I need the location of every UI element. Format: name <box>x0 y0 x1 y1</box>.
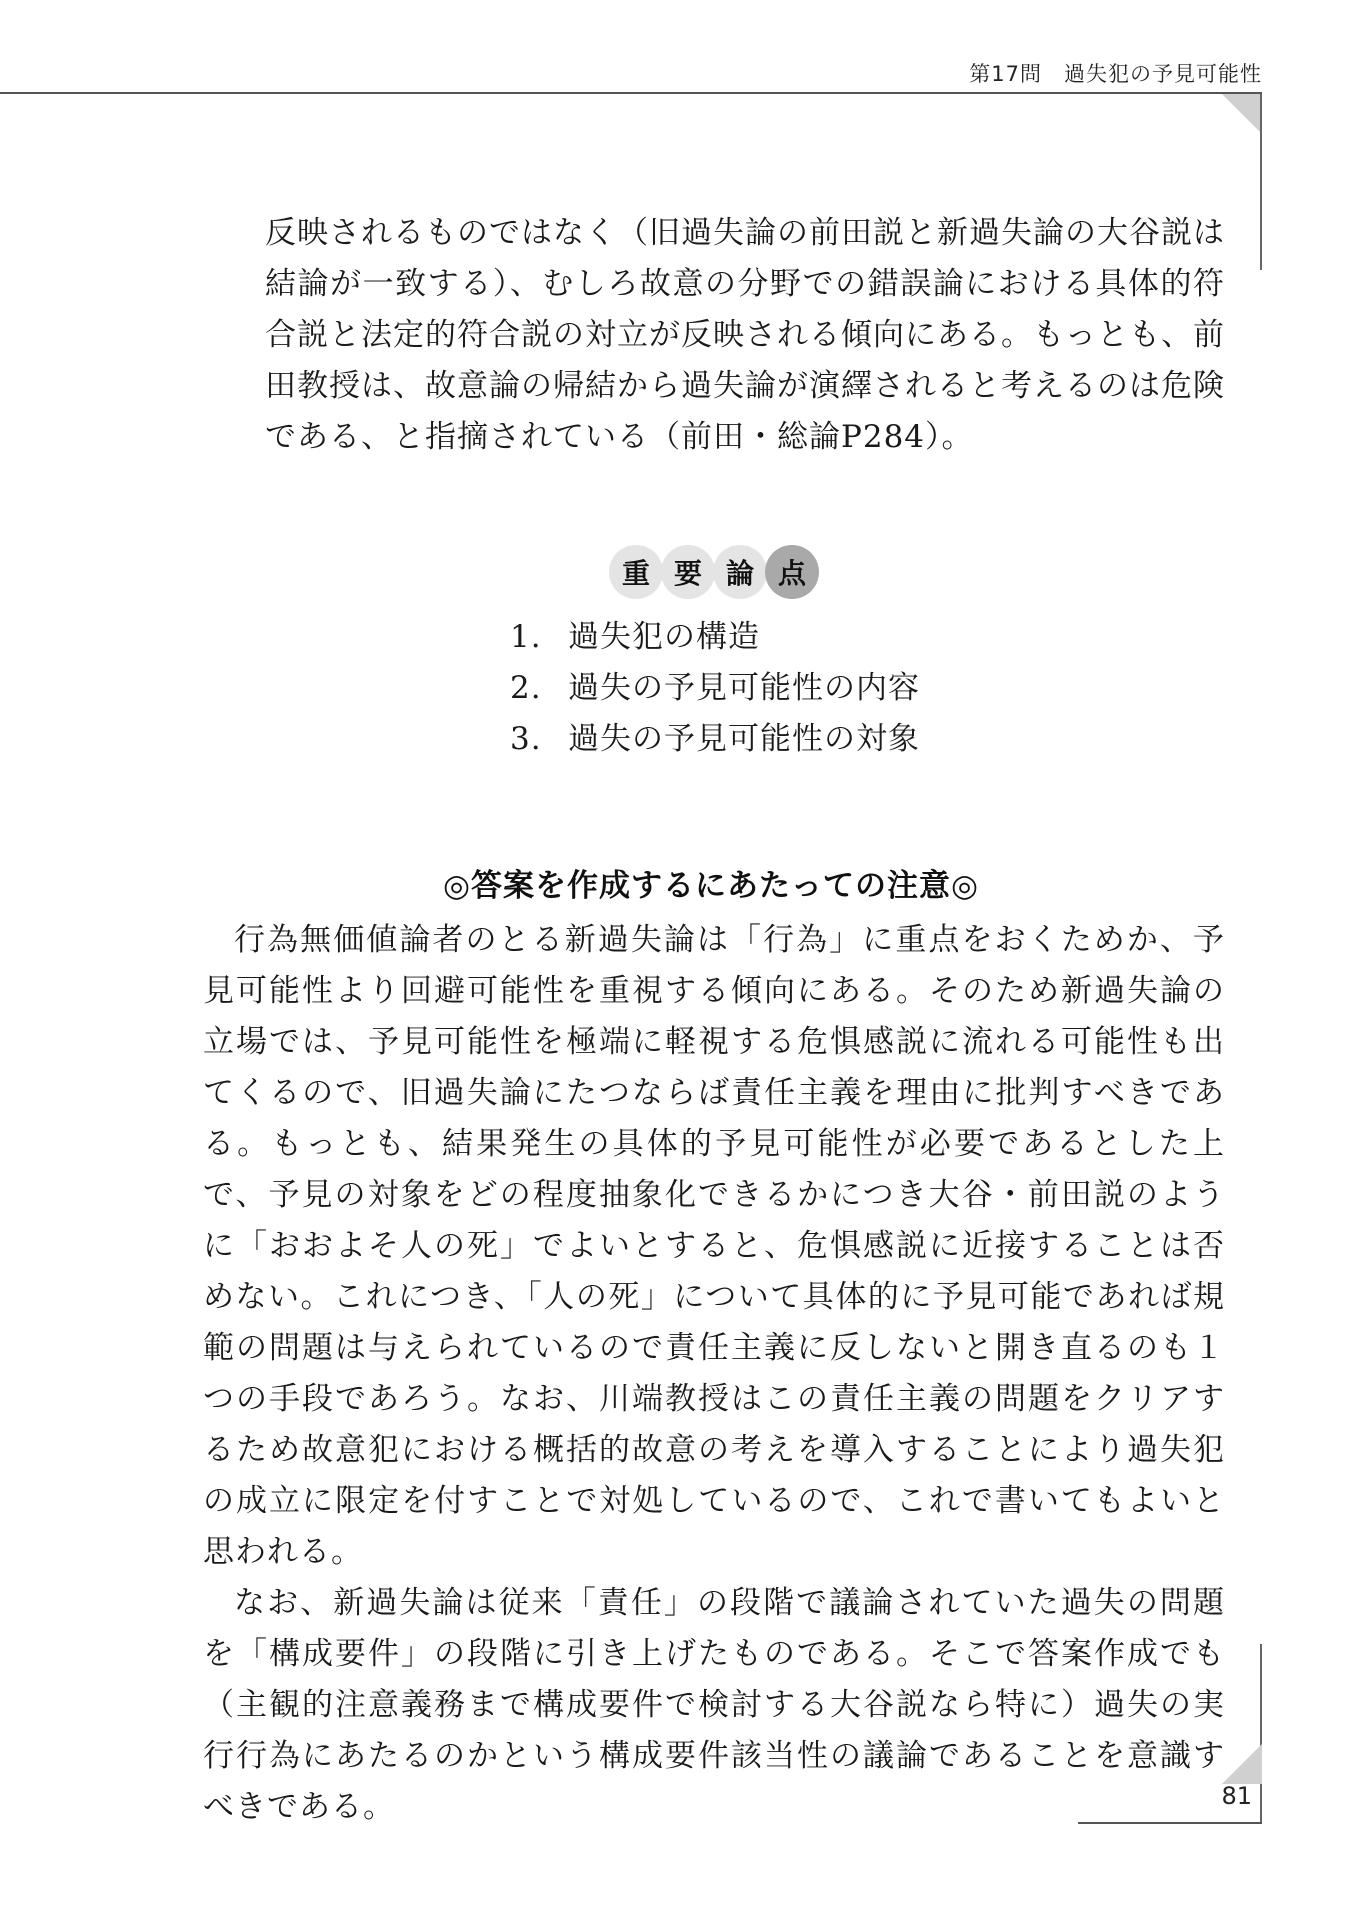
list-item <box>510 612 920 663</box>
header-rule <box>0 92 1262 94</box>
chapter-title: 第17問 過失犯の予見可能性 <box>969 62 1262 86</box>
key-points-heading <box>600 545 830 601</box>
list-item-number: 3. <box>510 721 542 757</box>
key-heading-char-3: 論 <box>713 545 767 599</box>
key-heading-char-2: 要 <box>661 545 715 599</box>
list-item-number: 2. <box>510 670 542 706</box>
answer-notes-heading: ◎答案を作成するにあたっての注意◎ <box>442 868 980 904</box>
page-number: 81 <box>1221 1782 1252 1810</box>
corner-decoration-bottom <box>1222 1744 1262 1784</box>
list-item-text: 過失の予見可能性の対象 <box>568 721 920 757</box>
answer-notes-body <box>203 915 1225 1833</box>
list-item <box>510 663 920 714</box>
intro-paragraph: 反映されるものではなく（旧過失論の前田説と新過失論の大谷説は結論が一致する）、むしろ故意の分野での錯誤論における具体的符合説と法定的符合説の対立が反映される傾向にある。もっとも、前田教授は、故意論の帰結から過失論が演繹されると考えるのは危険である、と指摘されている（前田・総論P284）。 <box>265 215 1225 455</box>
list-item-text: 過失の予見可能性の内容 <box>568 670 920 706</box>
key-heading-char-4: 点 <box>765 545 819 599</box>
corner-decoration-top <box>1222 94 1262 134</box>
answer-paragraph-1: 行為無価値論者のとる新過失論は「行為」に重点をおくためか、予見可能性より回避可能性を重視する傾向にある。そのため新過失論の立場では、予見可能性を極端に軽視する危惧感説に流れる可能性も出てくるので、旧過失論にたつならば責任主義を理由に批判すべきである。もっとも、結果発生の具体的予見可能性が必要であるとした上で、予見の対象をどの程度抽象化できるかにつき大谷・前田説のように「おおよそ人の死」でよいとすると、危惧感説に近接することは否めない。これにつき、「人の死」について具体的に予見可能であれば規範の問題は与えられているので責任主義に反しないと開き直るのも１つの手段であろう。なお、川端教授はこの責任主義の問題をクリアするため故意犯における概括的故意の考えを導入することにより過失犯の成立に限定を付すことで対処しているので、これで書いてもよいと思われる。 <box>203 922 1225 1570</box>
answer-paragraph-2: なお、新過失論は従来「責任」の段階で議論されていた過失の問題を「構成要件」の段階に引き上げたものである。そこで答案作成でも（主観的注意義務まで構成要件で検討する大谷説なら特に）過失の実行行為にあたるのかという構成要件該当性の議論であることを意識すべきである。 <box>203 1585 1225 1825</box>
footer-rule <box>1078 1822 1262 1824</box>
key-points-list <box>510 612 920 765</box>
side-rule-bottom <box>1260 1644 1262 1824</box>
side-rule-top <box>1260 94 1262 270</box>
list-item-number: 1. <box>510 619 542 655</box>
list-item <box>510 714 920 765</box>
key-heading-char-1: 重 <box>609 545 663 599</box>
list-item-text: 過失犯の構造 <box>568 619 760 655</box>
